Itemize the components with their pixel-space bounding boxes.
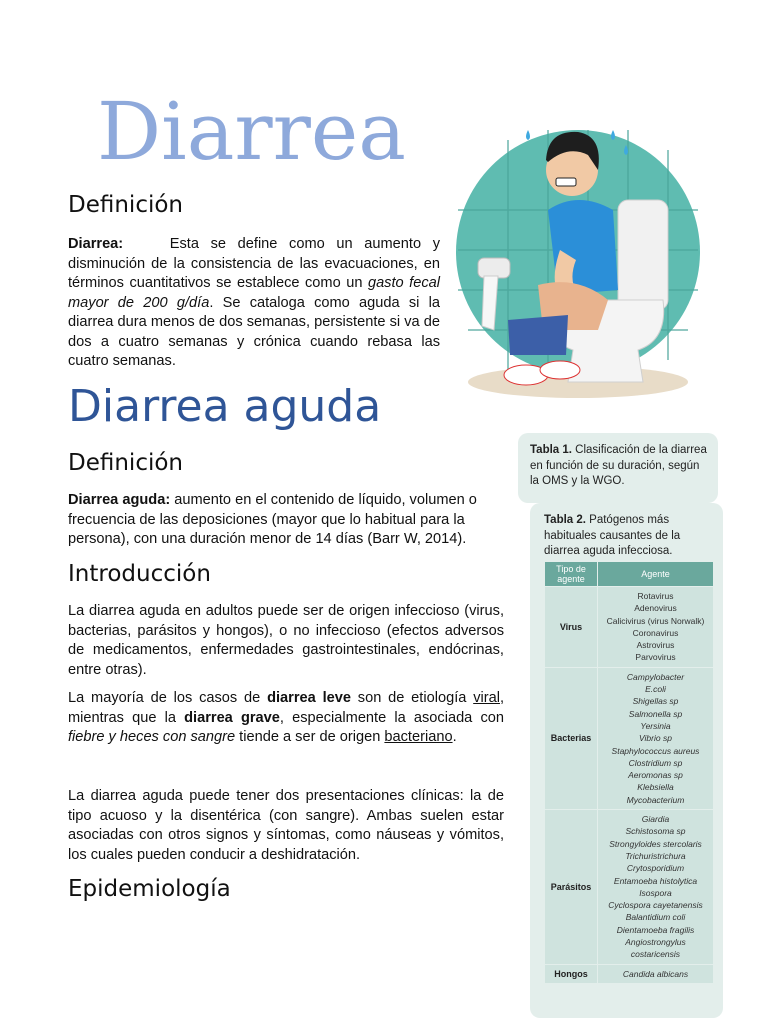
agent-name: Vibrio sp	[639, 733, 672, 744]
p2-mild: diarrea leve	[267, 690, 351, 706]
section1-text-a: Esta se define como un aumento y disminución de la consistencia de las evacuaciones, en términos cuantitativos se establece como un	[68, 236, 440, 291]
table-row	[545, 587, 714, 668]
intro-paragraph-2	[68, 689, 504, 748]
table-cell-type: Hongos	[545, 964, 598, 983]
p2-g: , especialmente la asociada con	[279, 709, 504, 726]
intro-paragraph-3: La diarrea aguda puede tener dos presentaciones clínicas: la de tipo acuoso y la disentérica (con sangre). Ambas suelen estar asociadas con otros signos y síntomas, como náuseas y vómitos, los cuales pueden conducir a deshidratación.	[68, 788, 504, 863]
agent-name: Schistosoma sp	[625, 826, 686, 837]
p2-fever: fiebre y heces con sangre	[68, 729, 236, 745]
agent-name: Campylobacter	[626, 671, 685, 682]
table1-panel	[518, 433, 718, 503]
section2-heading: Definición	[68, 450, 183, 476]
p2-bacterial: bacteriano	[384, 729, 453, 745]
table1-label: Tabla 1.	[530, 444, 572, 456]
p2-severe: diarrea grave	[184, 709, 280, 726]
table2-caption	[544, 513, 719, 560]
agent-name: Giardia	[641, 814, 670, 825]
agent-name: Strongyloides stercolaris	[609, 838, 702, 849]
table-cell-agents	[598, 810, 714, 965]
table-cell-agents	[598, 587, 714, 668]
agent-name: Crytosporidium	[626, 863, 685, 874]
table-row	[545, 964, 714, 983]
agent-name: Shigellas sp	[632, 696, 679, 707]
agent-name: Aeromonas sp	[628, 770, 683, 781]
p2-a: La mayoría de los casos de	[68, 690, 268, 706]
section4-heading: Epidemiología	[68, 876, 231, 902]
intro-paragraph-1: La diarrea aguda en adultos puede ser de origen infeccioso (virus, bacterias, parásitos y hongos), o no infeccioso (efectos adversos de medicamentos, enfermedades gastrointestinales, endócrinas, entre otras).	[68, 603, 504, 678]
table-cell-agents	[598, 964, 714, 983]
col-header-agent: Agente	[598, 562, 714, 587]
p2-viral: viral	[473, 690, 500, 706]
agent-name: Parvovirus	[635, 652, 676, 663]
agent-name: Dientamoeba fragilis	[616, 924, 695, 935]
p2-k: .	[452, 729, 457, 745]
table-cell-type: Virus	[545, 587, 598, 668]
agent-name: Adenovirus	[634, 603, 677, 614]
page-title: Diarrea	[97, 85, 406, 178]
section2-title: Diarrea aguda	[68, 381, 382, 432]
agent-name: Candida albicans	[622, 968, 689, 979]
section1-text-italic: gasto fecal mayor de 200 g/día	[68, 275, 440, 311]
table2-label: Tabla 2.	[544, 514, 586, 526]
section3-heading: Introducción	[68, 561, 211, 587]
section1-heading: Definición	[68, 192, 183, 218]
agent-name: Yersinia	[640, 720, 671, 731]
section2-text: aumento en el contenido de líquido, volumen o frecuencia de las deposiciones (mayor que lo habitual para la persona), con una duración menor de 14 días (Barr W, 2014).	[68, 492, 477, 547]
table-cell-type: Bacterias	[545, 667, 598, 809]
agent-name: Trichuristrichura	[625, 850, 686, 861]
agent-name: Isospora	[639, 887, 672, 898]
p2-i: tiende a ser de origen	[235, 729, 385, 745]
agent-name: Astrovirus	[636, 640, 675, 651]
table-cell-agents	[598, 667, 714, 809]
table-row	[545, 810, 714, 965]
table-row	[545, 667, 714, 809]
agent-name: Klebsiella	[637, 782, 674, 793]
agent-name: Entamoeba histolytica	[613, 875, 698, 886]
section1-text-b: . Se cataloga como aguda si la diarrea dura menos de dos semanas, persistente si va de dos a cuatro semanas y crónica cuando rebasa las cuatro semanas.	[68, 294, 441, 369]
agent-name: Balantidium coli	[625, 912, 686, 923]
section1-paragraph	[68, 235, 440, 372]
p2-e: , mientras que la	[68, 690, 505, 726]
table1-caption	[530, 443, 710, 490]
table-cell-type: Parásitos	[545, 810, 598, 965]
table2-panel	[530, 503, 723, 1018]
table1-caption-text: Clasificación de la diarrea en función de su duración, según la OMS y la WGO.	[530, 444, 707, 487]
agent-name: Clostridium sp	[628, 757, 683, 768]
table2-caption-text: Patógenos más habituales causantes de la diarrea aguda infecciosa.	[544, 514, 681, 557]
p2-c: son de etiología	[350, 690, 474, 706]
section2-paragraph	[68, 491, 488, 550]
agent-name: Coronavirus	[632, 627, 679, 638]
agent-name: Salmonella sp	[628, 708, 683, 719]
pathogen-table	[544, 561, 714, 984]
col-header-type: Tipo de agente	[545, 562, 598, 587]
agent-name: E.coli	[645, 684, 666, 695]
agent-name: Staphylococcus aureus	[611, 745, 700, 756]
toilet-illustration	[448, 100, 708, 400]
agent-name: Mycobacterium	[626, 794, 685, 805]
agent-name: Calicivirus (virus Norwalk)	[606, 615, 705, 626]
section1-term: Diarrea:	[68, 236, 124, 252]
section2-term: Diarrea aguda:	[68, 492, 171, 508]
agent-name: Angiostrongylus costaricensis	[625, 937, 686, 960]
agent-name: Cyclospora cayetanensis	[608, 900, 703, 911]
agent-name: Rotavirus	[637, 591, 674, 601]
